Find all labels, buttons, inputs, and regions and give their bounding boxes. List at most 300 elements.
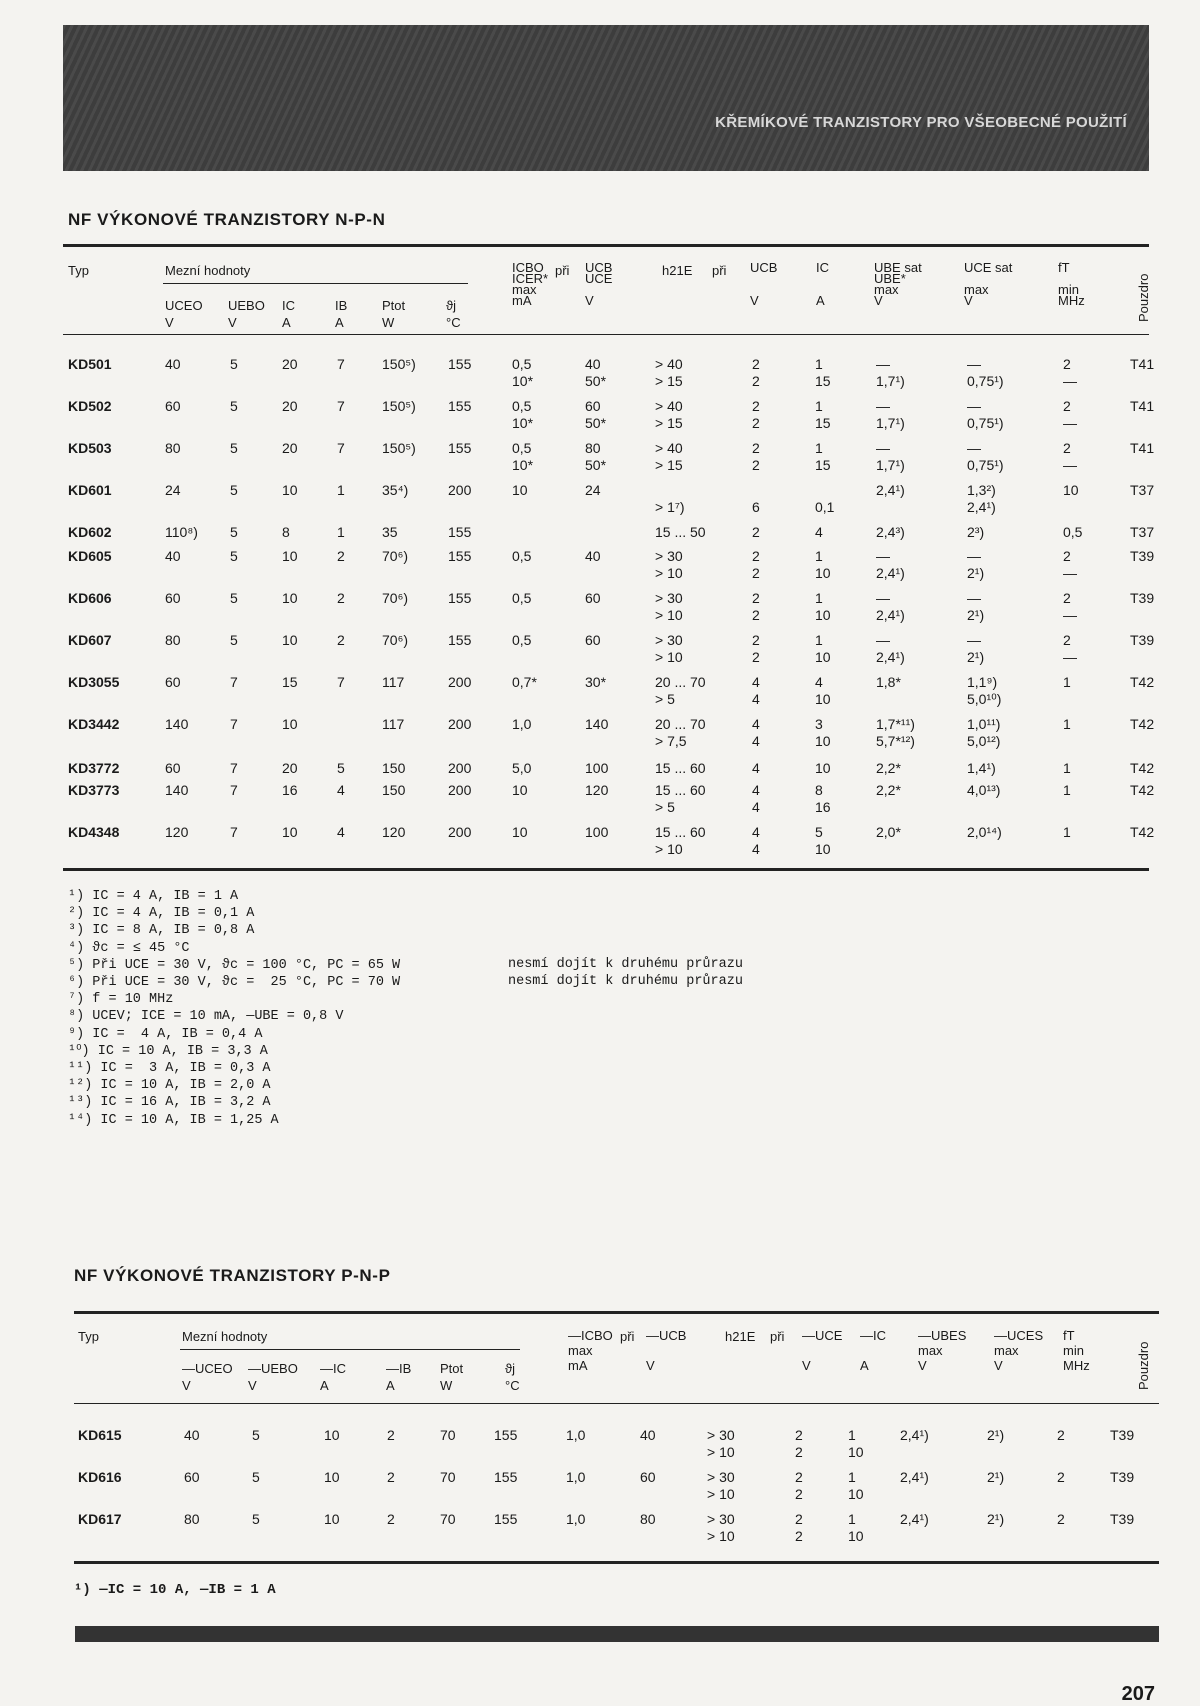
npn-ucb: 40 bbox=[585, 548, 601, 564]
npn-ucb: 140 bbox=[585, 716, 609, 732]
pnp-ic: 10 bbox=[324, 1427, 340, 1443]
npn-uebo: 7 bbox=[230, 716, 238, 732]
pnp-ft: 2 bbox=[1057, 1469, 1065, 1485]
npn-uebo: 5 bbox=[230, 482, 238, 498]
npn-ic: 20 bbox=[282, 398, 298, 414]
pnp-ib: 2 bbox=[387, 1511, 395, 1527]
npn-pz: T39 bbox=[1130, 548, 1155, 564]
npn-typ: KD503 bbox=[68, 440, 112, 456]
npn-ucb: 60 bbox=[585, 632, 601, 648]
pnp-h-pri2: při bbox=[770, 1329, 785, 1344]
pnp-pz: T39 bbox=[1110, 1427, 1135, 1443]
npn-ptot: 70⁶) bbox=[382, 548, 408, 564]
npn-uce: — 0,75¹) bbox=[967, 440, 1004, 473]
pnp-typ: KD617 bbox=[78, 1511, 122, 1527]
npn-h-ft: fT min MHz bbox=[1058, 260, 1085, 308]
npn-ic: 8 bbox=[282, 524, 290, 540]
pnp-uce: 2¹) bbox=[987, 1427, 1005, 1443]
pnp-h-typ: Typ bbox=[78, 1329, 99, 1344]
pnp-ib: 2 bbox=[387, 1427, 395, 1443]
banner-title: KŘEMÍKOVÉ TRANZISTORY PRO VŠEOBECNÉ POUŽITÍ bbox=[715, 114, 1127, 131]
npn-ucb2: 4 bbox=[752, 760, 760, 776]
pnp-ube: 2,4¹) bbox=[900, 1511, 929, 1527]
npn-pz: T42 bbox=[1130, 824, 1155, 840]
npn-ucb: 100 bbox=[585, 824, 609, 840]
npn-ft: 2 — bbox=[1063, 590, 1077, 623]
npn-pz: T39 bbox=[1130, 632, 1155, 648]
npn-ic: 10 bbox=[282, 590, 298, 606]
npn-ucb2: 2 2 bbox=[752, 632, 760, 665]
npn-tj: 155 bbox=[448, 524, 472, 540]
pnp-ic: 10 bbox=[324, 1469, 340, 1485]
npn-ft: 2 — bbox=[1063, 356, 1077, 389]
npn-uceo: 80 bbox=[165, 632, 181, 648]
npn-ube: 2,4¹) bbox=[876, 482, 905, 498]
pnp-ucb: 80 bbox=[640, 1511, 656, 1527]
npn-ic: 10 bbox=[282, 824, 298, 840]
pnp-h21e: > 30 > 10 bbox=[707, 1469, 735, 1502]
npn-ft: 1 bbox=[1063, 716, 1071, 732]
npn-ptot: 150 bbox=[382, 760, 406, 776]
npn-uebo: 5 bbox=[230, 548, 238, 564]
npn-uce: — 0,75¹) bbox=[967, 398, 1004, 431]
npn-ucb: 100 bbox=[585, 760, 609, 776]
npn-h21e: > 40 > 15 bbox=[655, 398, 683, 431]
pnp-bottom-rule bbox=[74, 1561, 1159, 1564]
bottom-bar bbox=[75, 1626, 1159, 1642]
npn-ft: 0,5 bbox=[1063, 524, 1083, 540]
npn-uceo: 140 bbox=[165, 782, 189, 798]
pnp-ic: 10 bbox=[324, 1511, 340, 1527]
npn-uce: 1,0¹¹) 5,0¹²) bbox=[967, 716, 1001, 749]
npn-ucb2: 4 4 bbox=[752, 674, 760, 707]
npn-pz: T37 bbox=[1130, 482, 1155, 498]
npn-uebo: 5 bbox=[230, 590, 238, 606]
npn-ucb2: 4 4 bbox=[752, 824, 760, 857]
npn-ptot: 117 bbox=[382, 716, 405, 732]
npn-ucb2: 2 2 bbox=[752, 398, 760, 431]
npn-icbo: 0,7* bbox=[512, 674, 537, 690]
npn-h-ib: IB A bbox=[335, 298, 348, 330]
npn-tj: 200 bbox=[448, 674, 472, 690]
npn-uceo: 120 bbox=[165, 824, 189, 840]
pnp-uceo: 60 bbox=[184, 1469, 200, 1485]
npn-header-rule bbox=[63, 334, 1149, 335]
pnp-h-pouzdro: Pouzdro bbox=[1136, 1341, 1151, 1390]
npn-icbo: 0,5 10* bbox=[512, 356, 534, 389]
npn-h-typ: Typ bbox=[68, 263, 89, 278]
npn-uce: — 2¹) bbox=[967, 548, 985, 581]
npn-uceo: 80 bbox=[165, 440, 181, 456]
npn-top-rule bbox=[63, 244, 1149, 247]
npn-ucb: 30* bbox=[585, 674, 607, 690]
npn-uce: — 0,75¹) bbox=[967, 356, 1004, 389]
npn-ib: 7 bbox=[337, 440, 345, 456]
pnp-ic2: 1 10 bbox=[848, 1469, 864, 1502]
npn-icbo: 0,5 10* bbox=[512, 398, 534, 431]
pnp-uce2: 2 2 bbox=[795, 1427, 803, 1460]
npn-typ: KD605 bbox=[68, 548, 112, 564]
npn-ucb: 60 50* bbox=[585, 398, 607, 431]
npn-icbo: 10 bbox=[512, 824, 528, 840]
npn-ic: 10 bbox=[282, 716, 298, 732]
npn-typ: KD602 bbox=[68, 524, 112, 540]
npn-typ: KD3055 bbox=[68, 674, 120, 690]
npn-tj: 200 bbox=[448, 824, 472, 840]
npn-ic2: 1 15 bbox=[815, 398, 831, 431]
pnp-ib: 2 bbox=[387, 1469, 395, 1485]
npn-uebo: 7 bbox=[230, 674, 238, 690]
pnp-h-uce: —UCE V bbox=[802, 1328, 843, 1373]
pnp-ft: 2 bbox=[1057, 1511, 1065, 1527]
npn-h-icbo: ICBO ICER* max mA bbox=[512, 260, 549, 308]
npn-uceo: 110⁸) bbox=[165, 524, 198, 540]
pnp-ucb: 60 bbox=[640, 1469, 656, 1485]
npn-ube: 2,2* bbox=[876, 782, 901, 798]
npn-ptot: 117 bbox=[382, 674, 405, 690]
npn-ucb: 24 bbox=[585, 482, 601, 498]
pnp-pz: T39 bbox=[1110, 1511, 1135, 1527]
npn-h-uebo: UEBO V bbox=[228, 298, 265, 330]
npn-uebo: 5 bbox=[230, 524, 238, 540]
npn-icbo: 0,5 10* bbox=[512, 440, 534, 473]
npn-uceo: 40 bbox=[165, 356, 181, 372]
npn-tj: 200 bbox=[448, 482, 472, 498]
pnp-h21e: > 30 > 10 bbox=[707, 1427, 735, 1460]
npn-ic2: 1 10 bbox=[815, 590, 831, 623]
npn-bottom-rule bbox=[63, 868, 1149, 871]
npn-ube: 1,7*¹¹) 5,7*¹²) bbox=[876, 716, 915, 749]
npn-tj: 200 bbox=[448, 760, 472, 776]
npn-typ: KD606 bbox=[68, 590, 112, 606]
npn-tj: 155 bbox=[448, 398, 472, 414]
npn-h21e: 15 ... 50 bbox=[655, 524, 706, 540]
pnp-h-ptot: Ptot W bbox=[440, 1361, 464, 1393]
npn-ic: 10 bbox=[282, 548, 298, 564]
pnp-header-rule bbox=[74, 1403, 1159, 1404]
npn-ptot: 70⁶) bbox=[382, 590, 408, 606]
pnp-typ: KD615 bbox=[78, 1427, 122, 1443]
npn-h21e: > 30 > 10 bbox=[655, 548, 683, 581]
pnp-uebo: 5 bbox=[252, 1469, 260, 1485]
npn-uceo: 40 bbox=[165, 548, 181, 564]
npn-typ: KD601 bbox=[68, 482, 112, 498]
npn-h-ucb2: UCB V bbox=[750, 260, 778, 308]
npn-ucb: 60 bbox=[585, 590, 601, 606]
npn-h-pri2: při bbox=[712, 263, 727, 278]
npn-h21e: 15 ... 60 bbox=[655, 760, 706, 776]
npn-ic: 16 bbox=[282, 782, 298, 798]
npn-uebo: 5 bbox=[230, 356, 238, 372]
npn-typ: KD607 bbox=[68, 632, 112, 648]
npn-ptot: 150⁵) bbox=[382, 398, 416, 414]
pnp-h-ft: fT min MHz bbox=[1063, 1328, 1090, 1373]
npn-ube: 2,0* bbox=[876, 824, 901, 840]
npn-icbo: 0,5 bbox=[512, 590, 532, 606]
npn-ptot: 35 bbox=[382, 524, 398, 540]
npn-ic2: 5 10 bbox=[815, 824, 831, 857]
pnp-ucb: 40 bbox=[640, 1427, 656, 1443]
npn-icbo: 5,0 bbox=[512, 760, 532, 776]
npn-h21e: > 30 > 10 bbox=[655, 590, 683, 623]
pnp-tj: 155 bbox=[494, 1469, 518, 1485]
npn-ic: 20 bbox=[282, 356, 298, 372]
npn-pz: T41 bbox=[1130, 398, 1155, 414]
npn-tj: 155 bbox=[448, 632, 472, 648]
npn-ic2: 1 10 bbox=[815, 548, 831, 581]
npn-ucb2: 2 2 bbox=[752, 440, 760, 473]
npn-h-mezni: Mezní hodnoty bbox=[165, 263, 251, 278]
npn-ptot: 150⁵) bbox=[382, 356, 416, 372]
npn-uce: 1,1⁹) 5,0¹⁰) bbox=[967, 674, 1002, 707]
npn-ube: — 1,7¹) bbox=[876, 440, 905, 473]
npn-ft: 1 bbox=[1063, 782, 1071, 798]
pnp-ube: 2,4¹) bbox=[900, 1427, 929, 1443]
npn-ib: 7 bbox=[337, 356, 345, 372]
pnp-ptot: 70 bbox=[440, 1427, 456, 1443]
npn-ft: 1 bbox=[1063, 760, 1071, 776]
npn-pz: T42 bbox=[1130, 782, 1155, 798]
npn-icbo: 0,5 bbox=[512, 632, 532, 648]
pnp-h-ic2: —IC A bbox=[860, 1328, 886, 1373]
npn-h21e: 20 ... 70 > 5 bbox=[655, 674, 706, 707]
npn-ucb2: 4 4 bbox=[752, 782, 760, 815]
pnp-h21e: > 30 > 10 bbox=[707, 1511, 735, 1544]
npn-pz: T41 bbox=[1130, 440, 1155, 456]
pnp-ic2: 1 10 bbox=[848, 1427, 864, 1460]
npn-pz: T42 bbox=[1130, 760, 1155, 776]
npn-tj: 155 bbox=[448, 356, 472, 372]
pnp-uceo: 40 bbox=[184, 1427, 200, 1443]
npn-icbo: 0,5 bbox=[512, 548, 532, 564]
npn-uebo: 7 bbox=[230, 824, 238, 840]
npn-ic: 15 bbox=[282, 674, 298, 690]
npn-h-ubesat: UBE sat UBE* max V bbox=[874, 260, 922, 308]
npn-tj: 200 bbox=[448, 782, 472, 798]
npn-h-ic2: IC A bbox=[816, 260, 829, 308]
pnp-uceo: 80 bbox=[184, 1511, 200, 1527]
npn-typ: KD3773 bbox=[68, 782, 120, 798]
pnp-h-h21e: h21E bbox=[725, 1329, 756, 1344]
npn-h21e: 15 ... 60 > 5 bbox=[655, 782, 706, 815]
pnp-h-ic: —IC A bbox=[320, 1361, 346, 1393]
npn-ic: 10 bbox=[282, 632, 298, 648]
pnp-pz: T39 bbox=[1110, 1469, 1135, 1485]
npn-ube: — 2,4¹) bbox=[876, 548, 905, 581]
npn-ib: 2 bbox=[337, 548, 345, 564]
npn-h-ucesat: UCE sat max V bbox=[964, 260, 1013, 308]
npn-footnote-remark: nesmí dojít k druhému průrazu nesmí dojít k druhému průrazu bbox=[508, 957, 743, 990]
pnp-uebo: 5 bbox=[252, 1511, 260, 1527]
npn-pz: T42 bbox=[1130, 674, 1155, 690]
npn-ib: 7 bbox=[337, 398, 345, 414]
npn-h-ucb: UCB UCE V bbox=[585, 260, 613, 308]
npn-h21e: 20 ... 70 > 7,5 bbox=[655, 716, 706, 749]
npn-uebo: 5 bbox=[230, 632, 238, 648]
npn-uebo: 5 bbox=[230, 440, 238, 456]
npn-ic2: 0,1 bbox=[815, 499, 835, 515]
npn-h-pri1: při bbox=[555, 263, 570, 278]
npn-ucb: 80 50* bbox=[585, 440, 607, 473]
pnp-h-ib: —IB A bbox=[386, 1361, 412, 1393]
pnp-icbo: 1,0 bbox=[566, 1427, 586, 1443]
npn-icbo: 1,0 bbox=[512, 716, 532, 732]
npn-uce: 4,0¹³) bbox=[967, 782, 1001, 798]
npn-uce: 2,0¹⁴) bbox=[967, 824, 1002, 840]
pnp-ic2: 1 10 bbox=[848, 1511, 864, 1544]
npn-ib: 2 bbox=[337, 632, 345, 648]
npn-typ: KD502 bbox=[68, 398, 112, 414]
npn-ic2: 10 bbox=[815, 760, 831, 776]
npn-typ: KD4348 bbox=[68, 824, 120, 840]
npn-h21e: > 40 > 15 bbox=[655, 440, 683, 473]
npn-typ: KD3772 bbox=[68, 760, 120, 776]
npn-pz: T42 bbox=[1130, 716, 1155, 732]
npn-ucb2: 2 2 bbox=[752, 356, 760, 389]
pnp-h-tj: ϑj °C bbox=[505, 1361, 520, 1393]
npn-ib: 1 bbox=[337, 482, 345, 498]
npn-pz: T41 bbox=[1130, 356, 1155, 372]
npn-ptot: 150 bbox=[382, 782, 406, 798]
npn-ic: 20 bbox=[282, 440, 298, 456]
npn-ube: 2,4³) bbox=[876, 524, 905, 540]
npn-ube: 2,2* bbox=[876, 760, 901, 776]
npn-uce: 1,4¹) bbox=[967, 760, 996, 776]
npn-uce: 2³) bbox=[967, 524, 985, 540]
npn-ib: 2 bbox=[337, 590, 345, 606]
npn-ft: 2 — bbox=[1063, 548, 1077, 581]
npn-ucb: 120 bbox=[585, 782, 609, 798]
npn-ic2: 8 16 bbox=[815, 782, 831, 815]
npn-h21e: > 40 > 15 bbox=[655, 356, 683, 389]
npn-tj: 155 bbox=[448, 440, 472, 456]
npn-tj: 200 bbox=[448, 716, 472, 732]
npn-ft: 1 bbox=[1063, 824, 1071, 840]
npn-ft: 2 — bbox=[1063, 398, 1077, 431]
npn-ic2: 4 bbox=[815, 524, 823, 540]
npn-tj: 155 bbox=[448, 548, 472, 564]
pnp-tj: 155 bbox=[494, 1427, 518, 1443]
npn-tj: 155 bbox=[448, 590, 472, 606]
npn-h-ptot: Ptot W bbox=[382, 298, 406, 330]
pnp-h-ubes: —UBES max V bbox=[918, 1328, 967, 1373]
pnp-ptot: 70 bbox=[440, 1469, 456, 1485]
npn-ucb2: 6 bbox=[752, 499, 760, 515]
npn-ic2: 1 15 bbox=[815, 440, 831, 473]
pnp-h-mezni: Mezní hodnoty bbox=[182, 1329, 268, 1344]
npn-ptot: 35⁴) bbox=[382, 482, 409, 498]
pnp-typ: KD616 bbox=[78, 1469, 122, 1485]
page-number: 207 bbox=[1121, 1683, 1155, 1705]
npn-ib: 7 bbox=[337, 674, 345, 690]
npn-h-tj: ϑj °C bbox=[446, 298, 461, 330]
npn-ucb2: 2 2 bbox=[752, 590, 760, 623]
npn-uebo: 7 bbox=[230, 782, 238, 798]
npn-ucb: 40 50* bbox=[585, 356, 607, 389]
pnp-h-uebo: —UEBO V bbox=[248, 1361, 298, 1393]
npn-uce: — 2¹) bbox=[967, 632, 985, 665]
npn-h21e: > 30 > 10 bbox=[655, 632, 683, 665]
npn-h21e: 15 ... 60 > 10 bbox=[655, 824, 706, 857]
pnp-ptot: 70 bbox=[440, 1511, 456, 1527]
npn-ic2: 1 10 bbox=[815, 632, 831, 665]
npn-icbo: 10 bbox=[512, 782, 528, 798]
npn-uceo: 140 bbox=[165, 716, 189, 732]
npn-ube: — 2,4¹) bbox=[876, 632, 905, 665]
pnp-section-title: NF VÝKONOVÉ TRANZISTORY P-N-P bbox=[74, 1266, 391, 1285]
npn-h21e: > 1⁷) bbox=[655, 499, 685, 515]
pnp-uce2: 2 2 bbox=[795, 1511, 803, 1544]
npn-ib: 4 bbox=[337, 824, 345, 840]
npn-uce: — 2¹) bbox=[967, 590, 985, 623]
npn-ptot: 120 bbox=[382, 824, 406, 840]
npn-ptot: 150⁵) bbox=[382, 440, 416, 456]
npn-typ: KD501 bbox=[68, 356, 112, 372]
npn-ube: — 1,7¹) bbox=[876, 356, 905, 389]
pnp-h-icbo: —ICBO max mA bbox=[568, 1328, 613, 1373]
npn-mezni-rule bbox=[163, 283, 468, 284]
npn-pz: T37 bbox=[1130, 524, 1155, 540]
pnp-ft: 2 bbox=[1057, 1427, 1065, 1443]
pnp-uce: 2¹) bbox=[987, 1469, 1005, 1485]
npn-h-ic: IC A bbox=[282, 298, 295, 330]
npn-ic2: 3 10 bbox=[815, 716, 831, 749]
npn-ft: 2 — bbox=[1063, 632, 1077, 665]
npn-ib: 4 bbox=[337, 782, 345, 798]
pnp-h-uceo: —UCEO V bbox=[182, 1361, 233, 1393]
npn-ic2: 4 10 bbox=[815, 674, 831, 707]
npn-uce: 1,3²) 2,4¹) bbox=[967, 482, 996, 515]
pnp-h-pri1: při bbox=[620, 1329, 635, 1344]
npn-ucb2: 2 2 bbox=[752, 548, 760, 581]
npn-uceo: 60 bbox=[165, 590, 181, 606]
pnp-icbo: 1,0 bbox=[566, 1511, 586, 1527]
npn-ucb2: 2 bbox=[752, 524, 760, 540]
npn-ube: 1,8* bbox=[876, 674, 901, 690]
pnp-uce: 2¹) bbox=[987, 1511, 1005, 1527]
pnp-uce2: 2 2 bbox=[795, 1469, 803, 1502]
npn-ptot: 70⁶) bbox=[382, 632, 408, 648]
npn-ucb2: 4 4 bbox=[752, 716, 760, 749]
npn-uebo: 7 bbox=[230, 760, 238, 776]
npn-section-title: NF VÝKONOVÉ TRANZISTORY N-P-N bbox=[68, 210, 386, 229]
npn-ft: 1 bbox=[1063, 674, 1071, 690]
pnp-top-rule bbox=[74, 1311, 1159, 1314]
npn-uebo: 5 bbox=[230, 398, 238, 414]
npn-h-pouzdro: Pouzdro bbox=[1136, 273, 1151, 322]
npn-ic: 20 bbox=[282, 760, 298, 776]
npn-typ: KD3442 bbox=[68, 716, 120, 732]
header-banner bbox=[63, 25, 1149, 171]
npn-ib: 5 bbox=[337, 760, 345, 776]
pnp-h-ucb: —UCB V bbox=[646, 1328, 687, 1373]
npn-ft: 2 — bbox=[1063, 440, 1077, 473]
npn-ic2: 1 15 bbox=[815, 356, 831, 389]
npn-ft: 10 bbox=[1063, 482, 1079, 498]
npn-footnotes: ¹) IC = 4 A, IB = 1 A ²) IC = 4 A, IB = 0,1 A ³) IC = 8 A, IB = 0,8 A ⁴) ϑc = ≤ 45 °C ⁵) Při UCE = 30 V, ϑc = 100 °C, PC = 65 W ⁶) Při UCE = 30 V, ϑc = 25 °C, PC = 70 W ⁷) f = 10 MHz ⁸) UCEV; ICE = 10 mA, —UBE = 0,8 V ⁹) IC = 4 A, IB = 0,4 A ¹⁰) IC = 10 A, IB = 3,3 A ¹¹) IC = 3 A, IB = 0,3 A ¹²) IC = 10 A, IB = 2,0 A ¹³) IC = 16 A, IB = 3,2 A ¹⁴) IC = 10 A, IB = 1,25 A bbox=[68, 889, 401, 1128]
npn-ic: 10 bbox=[282, 482, 298, 498]
npn-ube: — 1,7¹) bbox=[876, 398, 905, 431]
npn-icbo: 10 bbox=[512, 482, 528, 498]
npn-uceo: 60 bbox=[165, 760, 181, 776]
npn-ube: — 2,4¹) bbox=[876, 590, 905, 623]
pnp-ube: 2,4¹) bbox=[900, 1469, 929, 1485]
pnp-uebo: 5 bbox=[252, 1427, 260, 1443]
pnp-h-uces: —UCES max V bbox=[994, 1328, 1044, 1373]
pnp-tj: 155 bbox=[494, 1511, 518, 1527]
npn-uceo: 60 bbox=[165, 674, 181, 690]
npn-uceo: 24 bbox=[165, 482, 181, 498]
